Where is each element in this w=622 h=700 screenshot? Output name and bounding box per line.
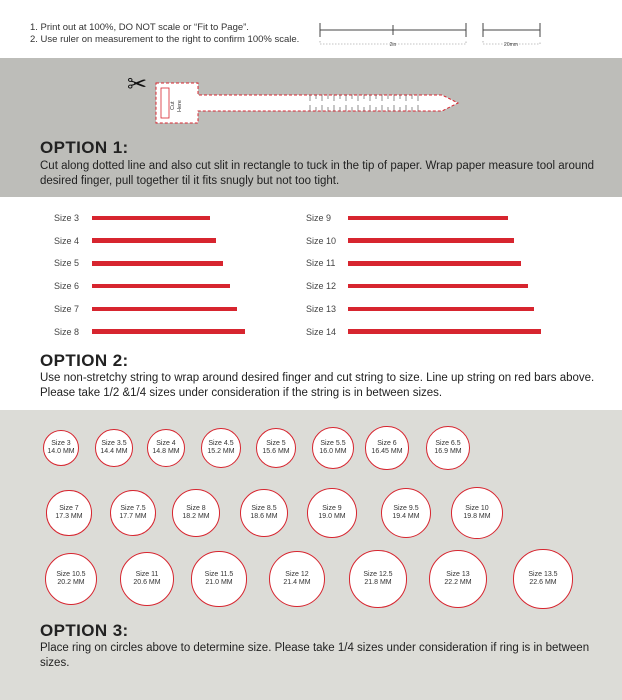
- instruction-line-2: 2. Use ruler on measurement to the right to confirm 100% scale.: [30, 33, 300, 45]
- option3-text: Place ring on circles above to determine size. Please take 1/4 sizes under consideration if ring is in between sizes.: [40, 642, 590, 669]
- size-bar: [348, 307, 534, 312]
- size-bar-label: Size 4: [54, 235, 80, 246]
- circle-size-label: Size 12.5: [363, 570, 393, 578]
- print-instructions: [30, 22, 299, 45]
- circle-size-label: Size 10.5: [56, 570, 86, 578]
- ring-size-circle: [307, 488, 357, 538]
- circle-size-label: Size 11.5: [204, 570, 234, 578]
- size-bar: [348, 329, 541, 334]
- circle-mm-label: 18.6 MM: [250, 512, 278, 520]
- circle-mm-label: 21.4 MM: [283, 578, 311, 586]
- cut-here-label-2: Here: [177, 100, 183, 112]
- size-bar-row: [54, 234, 216, 248]
- ring-size-circle: [120, 552, 174, 606]
- circle-mm-label: 22.2 MM: [444, 578, 472, 586]
- size-bar-label: Size 8: [54, 326, 80, 337]
- ring-size-circle: [201, 428, 241, 468]
- cut-here-label-1: Cut: [170, 101, 176, 110]
- circle-mm-label: 17.7 MM: [119, 512, 147, 520]
- ring-size-circle: [349, 550, 406, 607]
- circle-mm-label: 20.2 MM: [57, 578, 85, 586]
- circle-size-label: Size 6: [377, 439, 397, 447]
- circle-mm-label: 15.6 MM: [262, 447, 290, 455]
- circle-mm-label: 19.8 MM: [463, 512, 491, 520]
- circle-mm-label: 21.8 MM: [364, 578, 392, 586]
- size-bar: [348, 238, 514, 243]
- circle-size-label: Size 8.5: [251, 504, 277, 512]
- ring-size-circle: [451, 487, 503, 539]
- size-bar-row: [306, 302, 534, 316]
- circle-size-label: Size 5.5: [320, 439, 346, 447]
- size-bar-label: Size 6: [54, 281, 80, 292]
- size-bar: [92, 329, 245, 334]
- ring-size-circle: [426, 426, 470, 470]
- size-bar-label: Size 12: [306, 281, 337, 292]
- ring-size-circle: [513, 549, 572, 608]
- size-bar-row: [306, 325, 541, 339]
- size-bar-row: [54, 279, 230, 293]
- circle-size-label: Size 7: [59, 504, 79, 512]
- circle-mm-label: 16.45 MM: [371, 447, 403, 455]
- size-bar: [348, 216, 508, 221]
- circle-size-label: Size 6.5: [435, 439, 461, 447]
- circle-size-label: Size 9: [322, 504, 342, 512]
- size-bar-row: [54, 256, 223, 270]
- circle-size-label: Size 13: [446, 570, 470, 578]
- size-bar-row: [306, 256, 521, 270]
- size-bar-row: [306, 211, 508, 225]
- option3-title: OPTION 3:: [40, 621, 129, 640]
- ring-size-circle: [191, 551, 246, 606]
- size-bar-row: [306, 279, 528, 293]
- circle-size-label: Size 12: [285, 570, 309, 578]
- size-bar: [92, 261, 223, 266]
- circle-mm-label: 17.3 MM: [55, 512, 83, 520]
- scissors-icon: ✂: [127, 70, 148, 98]
- size-bar-label: Size 7: [54, 303, 80, 314]
- circle-mm-label: 14.0 MM: [47, 447, 75, 455]
- option1-text: Cut along dotted line and also cut slit in rectangle to tuck in the tip of paper. Wrap paper measure tool around desired finger, pull together til it fits snugly but not too tight.: [40, 160, 595, 187]
- circle-mm-label: 14.8 MM: [152, 447, 180, 455]
- circle-size-label: Size 4: [156, 439, 176, 447]
- circle-size-label: Size 9.5: [393, 504, 419, 512]
- ring-size-circle: [110, 490, 156, 536]
- size-bar-label: Size 9: [306, 213, 332, 223]
- ring-size-circle: [95, 429, 133, 467]
- size-bar-label: Size 10: [306, 235, 337, 246]
- ring-size-circle: [365, 426, 408, 469]
- size-bar-label: Size 3: [54, 213, 80, 223]
- option2-text: Use non-stretchy string to wrap around desired finger and cut string to size. Line up string on red bars above. Please take 1/2 &1/4 sizes under consideration if the string is in between sizes.: [40, 372, 595, 399]
- option1-title: OPTION 1:: [40, 138, 129, 157]
- ring-size-circle: [269, 551, 325, 607]
- size-bar-label: Size 13: [306, 303, 337, 314]
- paper-measure-tool: [154, 81, 464, 125]
- circle-mm-label: 21.0 MM: [205, 578, 233, 586]
- ruler-inch-label: 2in: [389, 42, 397, 48]
- circle-size-label: Size 11: [135, 570, 159, 578]
- circle-size-label: Size 7.5: [120, 504, 146, 512]
- size-bar-label: Size 5: [54, 258, 80, 269]
- ruler-mm-label: 20mm: [504, 42, 518, 48]
- circle-size-label: Size 5: [266, 439, 286, 447]
- circle-mm-label: 15.2 MM: [207, 447, 235, 455]
- size-bar: [92, 216, 210, 221]
- circle-size-label: Size 10: [465, 504, 489, 512]
- circle-mm-label: 14.4 MM: [100, 447, 128, 455]
- circle-size-label: Size 13.5: [528, 570, 558, 578]
- instruction-line-1: 1. Print out at 100%, DO NOT scale or “Fit to Page”.: [30, 22, 249, 33]
- size-bar: [348, 261, 521, 266]
- circle-mm-label: 19.0 MM: [318, 512, 346, 520]
- size-bar-row: [54, 325, 245, 339]
- circle-size-label: Size 4.5: [208, 439, 234, 447]
- size-bar-label: Size 14: [306, 326, 337, 337]
- size-bar: [92, 238, 216, 243]
- circle-mm-label: 22.6 MM: [529, 578, 557, 586]
- circle-size-label: Size 3: [51, 439, 71, 447]
- option2-title: OPTION 2:: [40, 351, 129, 370]
- size-bar-row: [306, 234, 514, 248]
- ring-size-circle: [172, 489, 220, 537]
- ring-size-circle: [312, 427, 354, 469]
- circle-mm-label: 16.0 MM: [319, 447, 347, 455]
- size-bar: [348, 284, 528, 289]
- size-bar-row: [54, 211, 210, 225]
- ring-size-circle: [429, 550, 487, 608]
- size-bar: [92, 307, 237, 312]
- size-bar-row: [54, 302, 237, 316]
- size-bar: [92, 284, 230, 289]
- circle-mm-label: 18.2 MM: [182, 512, 210, 520]
- circle-size-label: Size 8: [186, 504, 206, 512]
- ring-size-circle: [46, 490, 91, 535]
- scale-ruler: [316, 20, 556, 48]
- circle-size-label: Size 3.5: [101, 439, 127, 447]
- circle-mm-label: 20.6 MM: [133, 578, 161, 586]
- size-bar-label: Size 11: [306, 258, 336, 269]
- circle-mm-label: 16.9 MM: [434, 447, 462, 455]
- circle-mm-label: 19.4 MM: [392, 512, 420, 520]
